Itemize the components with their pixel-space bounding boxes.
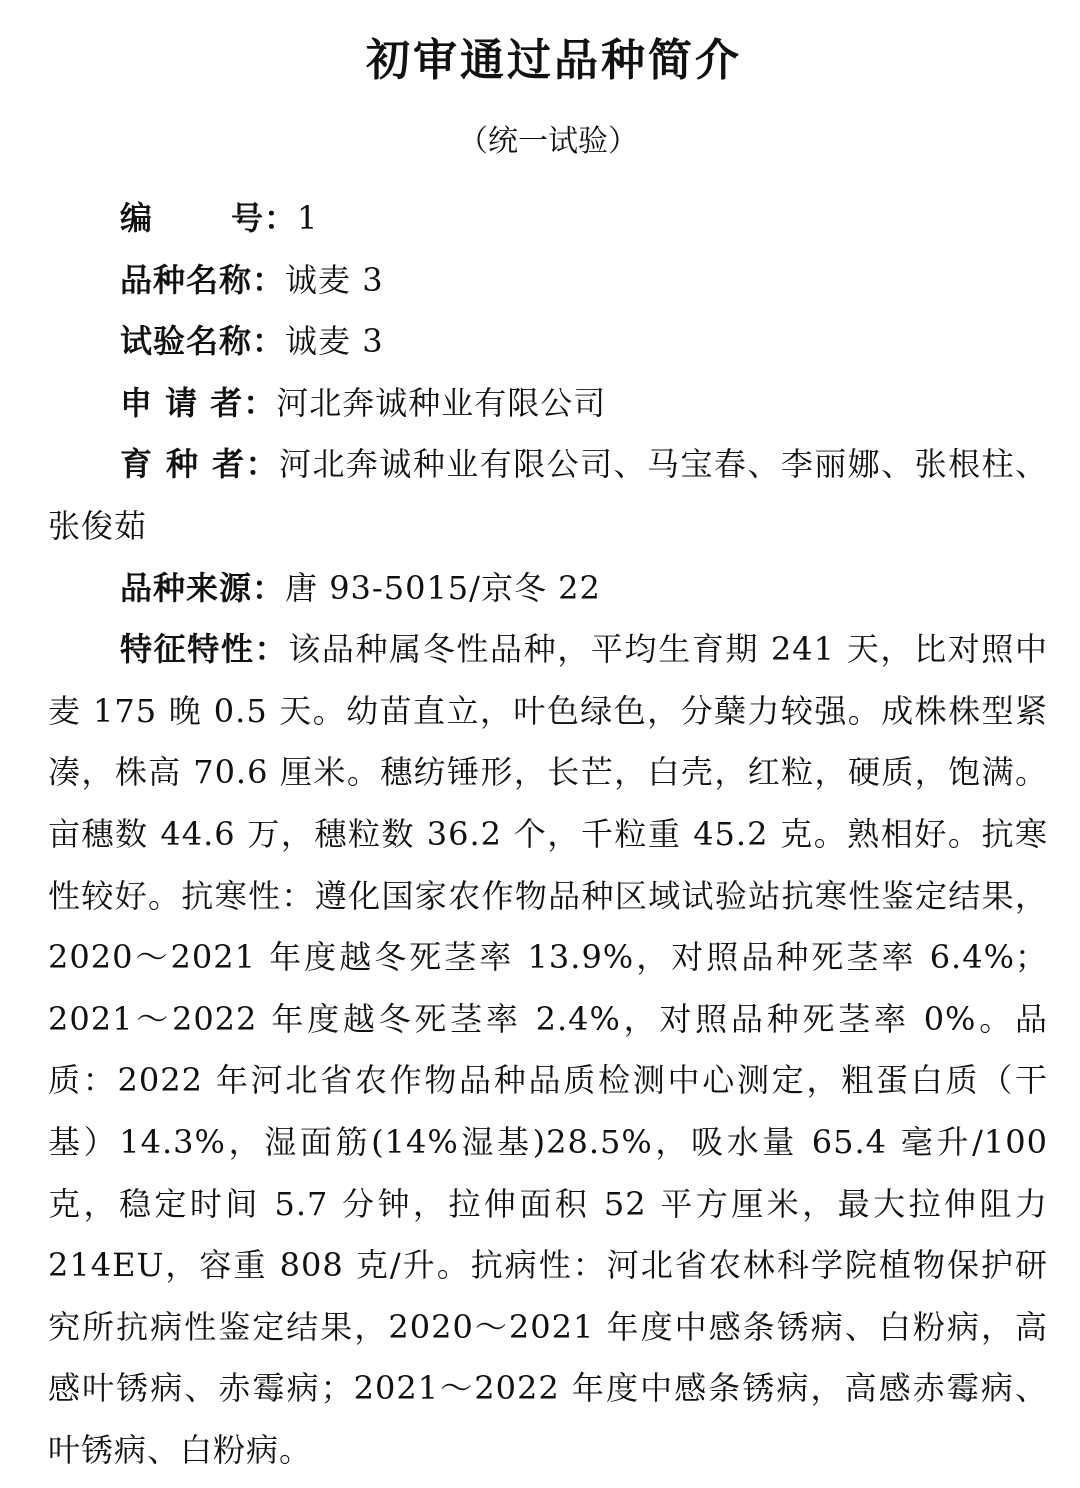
document-subtitle: （统一试验）: [458, 124, 638, 159]
field-characteristics-label: 特征特性：: [120, 630, 289, 669]
field-variety-name-value: 诚麦 3: [285, 260, 384, 299]
field-applicant-label: 申 请 者：: [120, 383, 277, 422]
field-breeder: [48, 434, 1048, 557]
document-body: [48, 188, 1048, 1481]
field-applicant-value: 河北奔诚种业有限公司: [276, 383, 607, 422]
field-number: [48, 188, 1048, 250]
field-number-label-part1: 编: [120, 199, 154, 237]
field-breeder-value: 河北奔诚种业有限公司、马宝春、李丽娜、张根柱、张俊茹: [48, 445, 1048, 545]
field-breeder-label: 育 种 者：: [120, 445, 280, 484]
field-characteristics: [48, 619, 1048, 1481]
document-title: 初审通过品种简介: [366, 35, 742, 86]
field-number-label-part2: 号：: [231, 199, 298, 237]
field-source-label: 品种来源：: [120, 568, 286, 607]
field-trial-name-label: 试验名称：: [120, 322, 286, 361]
field-characteristics-value: 该品种属冬性品种，平均生育期 241 天，比对照中麦 175 晚 0.5 天。幼苗直立，叶色绿色，分蘖力较强。成株株型紧凑，株高 70.6 厘米。穗纺锤形，长芒，白壳，红粒，硬质，饱满。亩穗数 44.6 万，穗粒数 36.2 个，千粒重 45.2 克。熟相好。抗寒性较好。抗寒性：遵化国家农作物品种区域试验站抗寒性鉴定结果，2020～2021 年度越冬死茎率 13.9%，对照品种死茎率 6.4%；2021～2022 年度越冬死茎率 2.4%，对照品种死茎率 0%。品质：2022 年河北省农作物品种品质检测中心测定，粗蛋白质（干基）14.3%，湿面筋(14%湿基)28.5%，吸水量 65.4 毫升/100 克，稳定时间 5.7 分钟，拉伸面积 52 平方厘米，最大拉伸阻力 214EU，容重 808 克/升。抗病性：河北省农林科学院植物保护研究所抗病性鉴定结果，2020～2021 年度中感条锈病、白粉病，高感叶锈病、赤霉病；2021～2022 年度中感条锈病，高感赤霉病、叶锈病、白粉病。: [48, 630, 1048, 1469]
field-variety-name: [48, 250, 1048, 312]
field-number-value: 1: [297, 199, 319, 237]
field-variety-name-label: 品种名称：: [120, 260, 286, 299]
field-source-value: 唐 93-5015/京冬 22: [285, 568, 601, 607]
field-source: [48, 558, 1048, 620]
field-trial-name: [48, 311, 1048, 373]
field-applicant: [48, 373, 1048, 435]
field-trial-name-value: 诚麦 3: [285, 322, 384, 361]
